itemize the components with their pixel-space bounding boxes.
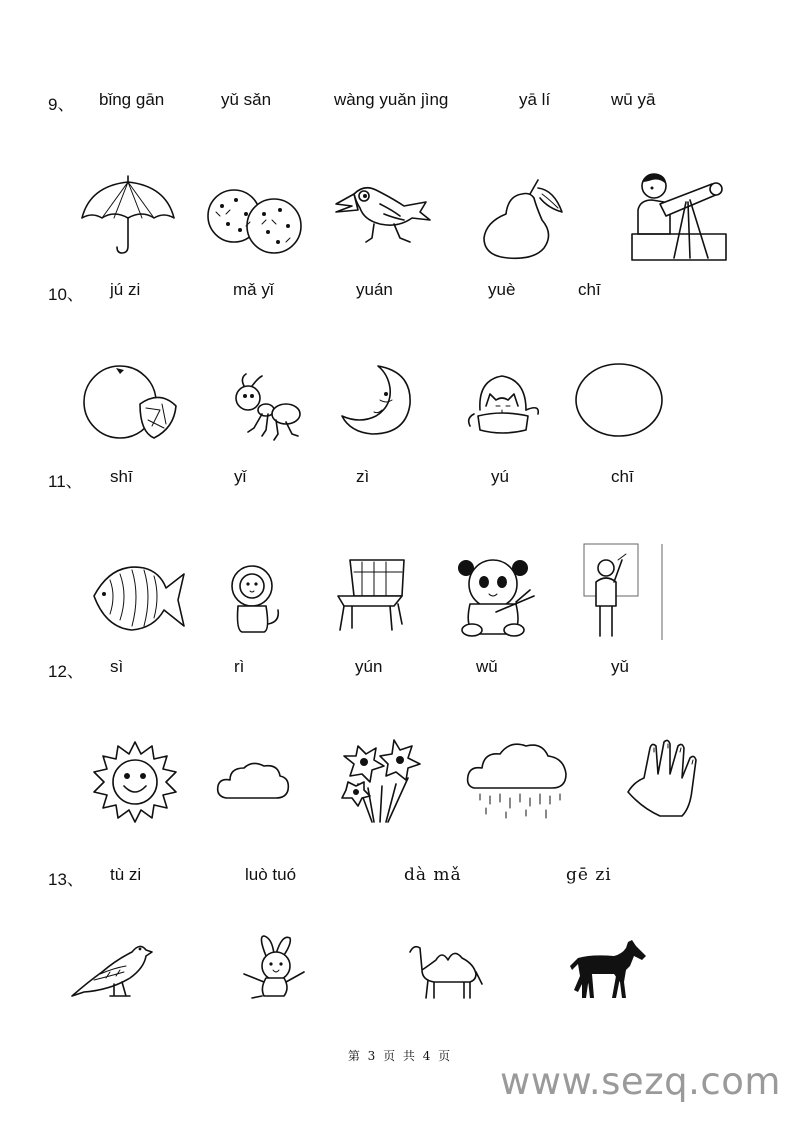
- pinyin-label: luò tuó: [245, 865, 297, 884]
- telescope-icon: [630, 170, 726, 262]
- question-number: 11、: [48, 472, 83, 491]
- pinyin-label: sì: [110, 657, 124, 676]
- flowers-icon: [338, 738, 424, 824]
- pinyin-label: wǔ: [476, 657, 498, 676]
- page-number: 第 3 页 共 4 页: [347, 1049, 453, 1063]
- chair-icon: [336, 558, 410, 632]
- pinyin-label: yǐ: [234, 467, 247, 486]
- pinyin-label: yú: [491, 467, 509, 486]
- pinyin-label: wū yā: [611, 90, 656, 109]
- lion-icon: [228, 564, 284, 636]
- hand-icon: [624, 738, 702, 818]
- question-number: 9、: [48, 95, 75, 114]
- question-number: 10、: [48, 285, 84, 304]
- ant-icon: [232, 372, 302, 442]
- pinyin-label: tù zi: [110, 865, 142, 884]
- pinyin-label: yún: [355, 657, 383, 676]
- camel-icon: [408, 940, 484, 1000]
- pinyin-label: chī: [611, 467, 634, 486]
- pinyin-label: yuán: [356, 280, 393, 299]
- child-writing-icon: [582, 542, 664, 640]
- pinyin-label: zì: [356, 467, 370, 486]
- pinyin-label: yuè: [488, 280, 516, 299]
- pinyin-label: dà mǎ: [404, 865, 462, 885]
- pinyin-label: mǎ yǐ: [233, 280, 274, 299]
- pinyin-label: chī: [578, 280, 601, 299]
- pinyin-label: yǔ sǎn: [221, 90, 272, 109]
- umbrella-icon: [80, 176, 176, 256]
- sun-icon: [92, 740, 178, 824]
- rain-cloud-icon: [466, 738, 568, 822]
- pinyin-label: jú zi: [110, 280, 141, 299]
- orange-icon: [82, 364, 180, 442]
- crow-icon: [334, 180, 434, 248]
- question-number: 12、: [48, 662, 84, 681]
- pinyin-label: shī: [110, 467, 133, 486]
- panda-eating-icon: [456, 556, 538, 638]
- question-number: 13、: [48, 870, 84, 889]
- pinyin-label: gē zi: [566, 865, 612, 885]
- watermark: www.sezq.com: [500, 1060, 781, 1103]
- pinyin-label: bǐng gān: [99, 90, 165, 109]
- cat-eating-icon: [464, 370, 542, 436]
- pinyin-label: wàng yuǎn jìng: [334, 90, 449, 109]
- rabbit-icon: [240, 934, 308, 1000]
- pinyin-label: yǔ: [611, 657, 629, 676]
- horse-icon: [570, 940, 646, 1000]
- cloud-icon: [216, 760, 290, 802]
- fish-icon: [92, 556, 186, 636]
- pigeon-icon: [70, 938, 152, 1000]
- biscuit-icon: [206, 186, 304, 254]
- pear-icon: [478, 178, 564, 260]
- moon-icon: [340, 364, 412, 436]
- pinyin-label: rì: [234, 657, 245, 676]
- pinyin-label: yā lí: [519, 90, 551, 109]
- circle-icon: [574, 362, 664, 438]
